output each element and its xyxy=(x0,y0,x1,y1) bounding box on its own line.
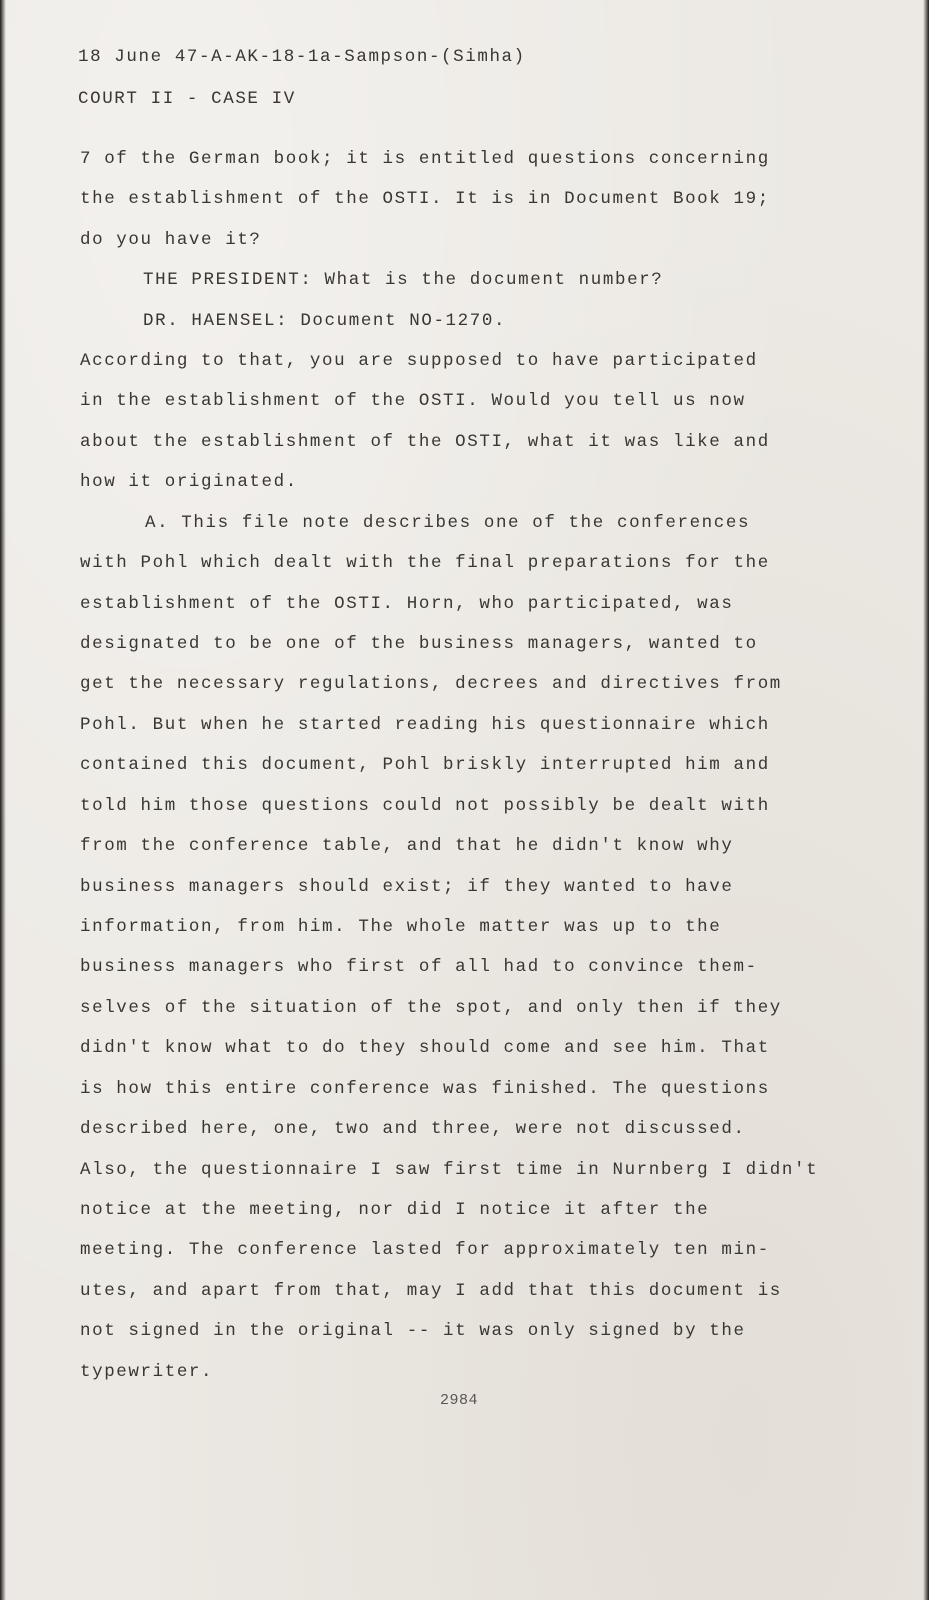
body-line: contained this document, Pohl briskly interrupted him and xyxy=(80,755,770,775)
answer-line: A. This file note describes one of the conferences xyxy=(145,513,751,533)
body-line: According to that, you are supposed to have participated xyxy=(80,351,758,371)
body-line: Pohl. But when he started reading his questionnaire which xyxy=(80,715,770,735)
header-court: COURT II - CASE IV xyxy=(78,89,296,109)
body-line: told him those questions could not possibly be dealt with xyxy=(80,796,770,816)
body-line: about the establishment of the OSTI, what it was like and xyxy=(80,432,770,452)
body-line: not signed in the original -- it was only signed by the xyxy=(80,1321,746,1341)
body-line: how it originated. xyxy=(80,472,298,492)
body-line: establishment of the OSTI. Horn, who participated, was xyxy=(80,594,734,614)
body-line: selves of the situation of the spot, and only then if they xyxy=(80,998,782,1018)
scan-edge-left xyxy=(0,0,6,1600)
speaker-line-president: THE PRESIDENT: What is the document number? xyxy=(143,270,664,290)
body-line: is how this entire conference was finished. The questions xyxy=(80,1079,770,1099)
body-line: in the establishment of the OSTI. Would you tell us now xyxy=(80,391,746,411)
page-number: 2984 xyxy=(440,1392,479,1409)
body-line: get the necessary regulations, decrees and directives from xyxy=(80,674,782,694)
body-line: meeting. The conference lasted for approximately ten min- xyxy=(80,1240,770,1260)
body-line: utes, and apart from that, may I add that this document is xyxy=(80,1281,782,1301)
header-reference: 18 June 47-A-AK-18-1a-Sampson-(Simha) xyxy=(78,47,526,67)
body-line: Also, the questionnaire I saw first time in Nurnberg I didn't xyxy=(80,1160,819,1180)
body-line: designated to be one of the business managers, wanted to xyxy=(80,634,758,654)
scan-edge-right xyxy=(923,0,929,1600)
body-line: 7 of the German book; it is entitled questions concerning xyxy=(80,149,770,169)
body-line: information, from him. The whole matter was up to the xyxy=(80,917,722,937)
body-line: business managers who first of all had to convince them- xyxy=(80,957,758,977)
body-line: with Pohl which dealt with the final preparations for the xyxy=(80,553,770,573)
speaker-line-haensel: DR. HAENSEL: Document NO-1270. xyxy=(143,311,507,331)
body-line: described here, one, two and three, were not discussed. xyxy=(80,1119,746,1139)
body-line: the establishment of the OSTI. It is in Document Book 19; xyxy=(80,189,770,209)
body-line: do you have it? xyxy=(80,230,262,250)
body-line: notice at the meeting, nor did I notice it after the xyxy=(80,1200,710,1220)
body-line: business managers should exist; if they wanted to have xyxy=(80,877,734,897)
body-line: didn't know what to do they should come and see him. That xyxy=(80,1038,770,1058)
body-line: typewriter. xyxy=(80,1362,214,1382)
body-line: from the conference table, and that he didn't know why xyxy=(80,836,734,856)
